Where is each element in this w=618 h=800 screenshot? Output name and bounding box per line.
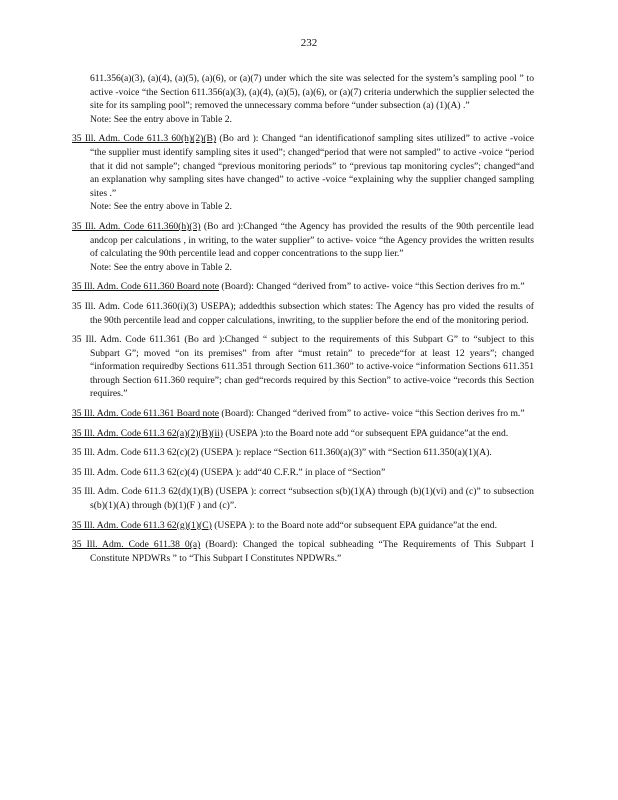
entry-text: (Bo ard ): Changed “an identificationof sampling sites utilized” to active -voice “the supplier must identify sampling sites it used”; changed“period that were not sampled” to active -voice “period that it did not sample”; changed “previous monitoring periods” to “previous tap monitoring cycles”; changed“and an explanation why sampling sites have changed” to active -voice “explaining why the supplier changed sampling sites .” [90,133,534,199]
entry-611-360-board-note [72,280,534,294]
entry-611-362-c-4 [72,466,534,480]
entry-citation: 35 Ill. Adm. Code 611.3 62(d)(1)(B) [72,486,214,498]
entry-citation: 35 Ill. Adm. Code 611.3 62(c)(4) [72,466,199,478]
entry-611-362-g-1-c [72,519,534,533]
entry-citation: 35 Ill. Adm. Code 611.3 62(c)(2) [72,447,199,459]
entry-611-380-a [72,538,534,565]
entry-continuation [72,72,534,126]
entry-text: (Board): Changed the topical subheading “The Requirements of This Subpart I Constitute NPDWRs ” to “This Subpart I Constitutes NPDWRs.” [90,539,534,564]
entry-text: (Bo ard ):Changed “the Agency has provided the results of the 90th percentile lead andcop per calculations , in writing, to the water supplier” to active- voice “the Agency provides the written results of calculating the 90th percentile lead and copper concentrations to the supp lier.” [90,220,534,260]
entry-note: Note: See the entry above in Table 2. [90,113,232,125]
entry-citation: 35 Ill. Adm. Code 611.360(i)(3) [72,300,198,312]
entry-text: 611.356(a)(3), (a)(4), (a)(5), (a)(6), or (a)(7) under which the site was selected for the system’s sampling pool ” to active -voice “the Section 611.356(a)(3), (a)(4), (a)(5), (a)(6), or (a)(7) criteria underwhich the supplier selected the site for its sampling pool”; removed the unnecessary comma before “under subsection (a) (1)(A) .” [90,73,534,112]
document-body [72,72,534,571]
entry-citation: 35 Ill. Adm. Code 611.361 Board note [72,408,220,420]
entry-text: (Bo ard ):Changed “ subject to the requirements of this Subpart G” to “subject to this Subpart G”; moved “on its premises” from after “must retain” to precede“for at least 12 years”; changed “information requiredby Sections 611.351 through Section 611.360” to active-voice “information Sections 611.351 through Section 611.360 require”; chan ged“records required by this Section” to active-voice “records this Section requires.” [90,334,534,400]
entry-text: USEPA); addedthis subsection which states: The Agency has pro vided the results of the 90th percentile lead and copper calculations, inwriting, to the supplier before the end of the monitoring period. [90,300,535,326]
entry-citation: 35 Ill. Adm. Code 611.3 62(a)(2)(B)(ii) [72,427,223,439]
entry-text: (USEPA ): correct “subsection s(b)(1)(A) through (b)(1)(vi) and (c)” to subsection s(b)(1)(A) through (b)(1)(F ) and (c)”. [90,486,534,512]
entry-611-362-c-2 [72,446,534,460]
entry-text: (USEPA ): to the Board note add“or subsequent EPA guidance”at the end. [211,519,497,531]
entry-citation: 35 Ill. Adm. Code 611.360 Board note [72,281,220,293]
entry-611-362-a-2-b-ii [72,427,534,441]
entry-611-361 [72,333,534,401]
entry-text: (USEPA ): replace “Section 611.360(a)(3)” with “Section 611.350(a)(1)(A). [198,447,492,459]
entry-611-362-d-1-b [72,485,534,512]
entry-text: (Board): Changed “derived from” to active- voice “this Section derives fro m.” [219,281,525,293]
entry-611-360-h-3 [72,220,534,274]
entry-text: (Board): Changed “derived from” to active- voice “this Section derives fro m.” [219,408,525,420]
entry-citation: 35 Ill. Adm. Code 611.361 [72,334,181,346]
entry-text: (USEPA ): add“40 C.F.R.” in place of “Section” [198,466,386,478]
entry-citation: 35 Ill. Adm. Code 611.38 0(a) [72,539,201,551]
entry-note: Note: See the entry above in Table 2. [90,261,232,273]
entry-text: (USEPA ):to the Board note add “or subsequent EPA guidance”at the end. [222,427,509,439]
entry-611-360-i-3 [72,300,534,327]
entry-note: Note: See the entry above in Table 2. [90,201,232,213]
entry-citation: 35 Ill. Adm. Code 611.3 60(h)(2)(B) [72,133,217,145]
entry-citation: 35 Ill. Adm. Code 611.3 62(g)(1)(C) [72,519,212,531]
entry-611-360-h-2-b [72,132,534,214]
entry-citation: 35 Ill. Adm. Code 611.360(h)(3) [72,220,201,232]
page-number: 232 [300,37,318,49]
entry-611-361-board-note [72,407,534,421]
